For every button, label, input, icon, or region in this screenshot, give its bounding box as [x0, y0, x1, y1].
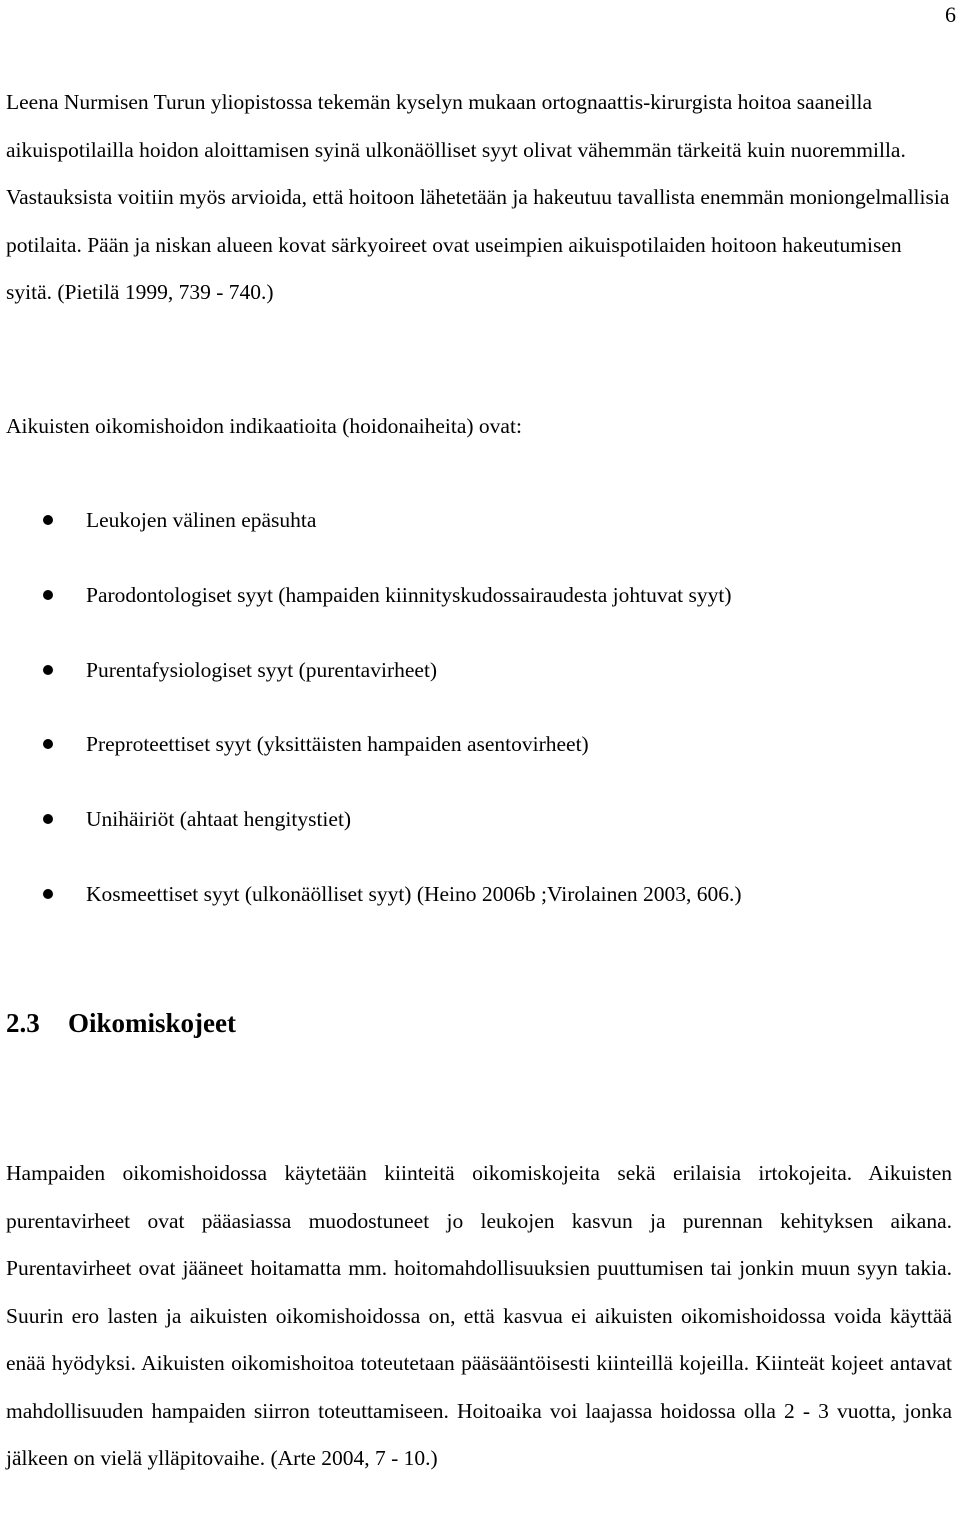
bullet-icon — [43, 739, 53, 749]
list-item-text: Leukojen välinen epäsuhta — [86, 508, 317, 532]
indications-list — [0, 497, 950, 946]
body-paragraph-appliances: Hampaiden oikomishoidossa käytetään kiinteitä oikomiskojeita sekä erilaisia irtokojeita. Aikuisten purentavirheet ovat pääasiassa muodostuneet jo leukojen kasvun ja purennan kehityksen aikana. Purentavirheet ovat jääneet hoitamatta mm. hoitomahdollisuuksien puuttumisen tai jonkin muun syyn takia. Suurin ero lasten ja aikuisten oikomishoidossa on, että kasvua ei aikuisten oikomishoidossa voida käyttää enää hyödyksi. Aikuisten oikomishoitoa toteutetaan pääsääntöisesti kiinteillä kojeilla. Kiinteät kojeet antavat mahdollisuuden hampaiden siirron toteuttamiseen. Hoitoaika voi laajassa hoidossa olla 2 - 3 vuotta, jonka jälkeen on vielä ylläpitovaihe. (Arte 2004, 7 - 10.) — [6, 1161, 952, 1470]
bullet-icon — [43, 515, 53, 525]
list-item — [0, 647, 950, 722]
section-title: Oikomiskojeet — [68, 1008, 236, 1038]
list-item-text: Preproteettiset syyt (yksittäisten hampaiden asentovirheet) — [86, 732, 589, 757]
list-item-text: Unihäiriöt (ahtaat hengitystiet) — [86, 807, 352, 832]
bullet-icon — [43, 665, 53, 675]
list-item-text: Kosmeettiset syyt (ulkonäölliset syyt) (Heino 2006b ;Virolainen 2003, 606.) — [86, 881, 742, 906]
bullet-icon — [43, 889, 53, 899]
section-heading — [6, 1003, 236, 1043]
list-item — [0, 497, 950, 572]
bullet-icon — [43, 814, 53, 824]
list-item — [0, 572, 950, 647]
list-item — [0, 721, 950, 796]
list-item-text: Purentafysiologiset syyt (purentavirheet) — [86, 657, 438, 682]
section-number: 2.3 — [6, 1008, 40, 1038]
page-number: 6 — [945, 2, 956, 27]
body-paragraph-intro: Leena Nurmisen Turun yliopistossa tekemän kyselyn mukaan ortognaattis-kirurgista hoitoa saaneilla aikuispotilailla hoidon aloittamisen syinä ulkonäölliset syyt olivat vähemmän tärkeitä kuin nuoremmilla. Vastauksista voitiin myös arvioida, että hoitoon lähetetään ja hakeutuu tavallista enemmän moniongelmallisia potilaita. Pään ja niskan alueen kovat särkyoireet ovat useimpien aikuispotilaiden hoitoon hakeutumisen syitä. (Pietilä 1999, 739 - 740.) — [6, 90, 950, 304]
list-item — [0, 796, 950, 871]
list-item — [0, 871, 950, 946]
bullet-icon — [43, 590, 53, 600]
list-item-text: Parodontologiset syyt (hampaiden kiinnityskudossairaudesta johtuvat syyt) — [86, 582, 732, 607]
indications-intro: Aikuisten oikomishoidon indikaatioita (hoidonaiheita) ovat: — [6, 414, 522, 438]
